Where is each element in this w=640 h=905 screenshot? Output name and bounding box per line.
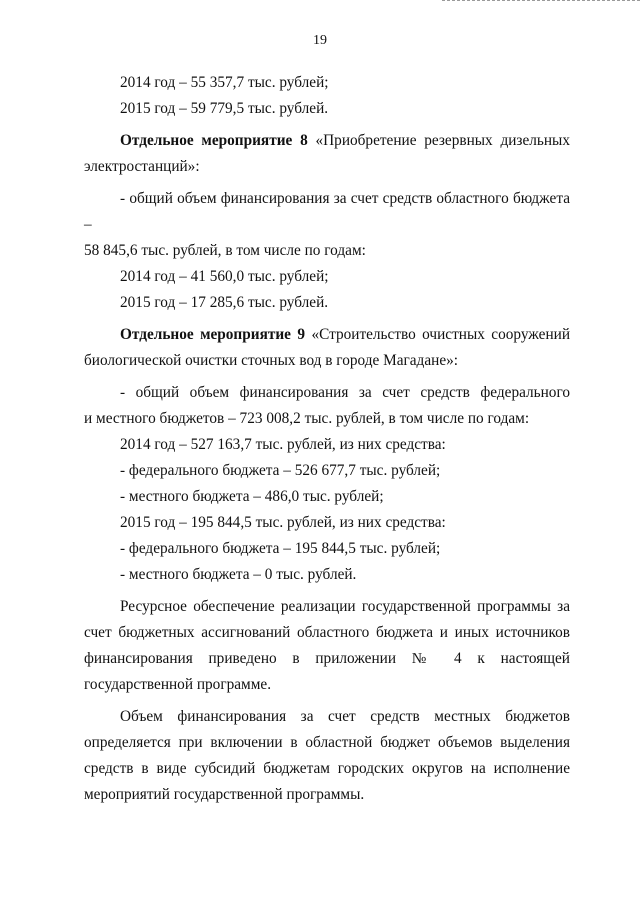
resources-paragraph-line: финансирования приведено в приложении № 4 к настоящей bbox=[84, 650, 570, 667]
measure-9-financing-cont: и местного бюджетов – 723 008,2 тыс. рублей, в том числе по годам: bbox=[84, 410, 530, 427]
local-budget-paragraph-line: Объем финансирования за счет средств местных бюджетов bbox=[120, 708, 570, 725]
measure-8-name-cont: электростанций»: bbox=[84, 158, 200, 175]
measure-9-2014-local: - местного бюджета – 486,0 тыс. рублей; bbox=[120, 488, 384, 505]
measure-9-2015-federal: - федерального бюджета – 195 844,5 тыс. рублей; bbox=[120, 540, 441, 557]
resources-paragraph-line: счет бюджетных ассигнований областного бюджета и иных источников bbox=[84, 624, 570, 641]
top-edge-rule bbox=[442, 0, 640, 2]
measure-8-title: Отдельное мероприятие 8 bbox=[120, 132, 308, 149]
measure-9-financing: - общий объем финансирования за счет средств федерального bbox=[120, 384, 570, 401]
measure-9-2015-local: - местного бюджета – 0 тыс. рублей. bbox=[120, 566, 357, 583]
measure-8-2015: 2015 год – 17 285,6 тыс. рублей. bbox=[120, 294, 329, 311]
measure-8-2014: 2014 год – 41 560,0 тыс. рублей; bbox=[120, 268, 329, 285]
local-budget-paragraph-line: определяется при включении в областной бюджет объемов выделения bbox=[84, 734, 570, 751]
measure-9-title: Отдельное мероприятие 9 bbox=[120, 326, 306, 343]
measure-8-financing-cont: 58 845,6 тыс. рублей, в том числе по годам: bbox=[84, 242, 366, 259]
line-2015: 2015 год – 59 779,5 тыс. рублей. bbox=[120, 100, 329, 117]
page-number: 19 bbox=[313, 33, 327, 48]
measure-8-heading bbox=[84, 128, 570, 154]
local-budget-paragraph-line: мероприятий государственной программы. bbox=[84, 786, 365, 803]
document-body bbox=[84, 70, 570, 808]
local-budget-paragraph-line: средств в виде субсидий бюджетам городских округов на исполнение bbox=[84, 760, 570, 777]
measure-8-name: «Приобретение резервных дизельных bbox=[307, 132, 570, 149]
measure-9-2015: 2015 год – 195 844,5 тыс. рублей, из них средства: bbox=[120, 514, 446, 531]
resources-paragraph-line: Ресурсное обеспечение реализации государственной программы за bbox=[120, 598, 570, 615]
measure-8-financing: - общий объем финансирования за счет средств областного бюджета – bbox=[84, 190, 570, 233]
measure-9-2014: 2014 год – 527 163,7 тыс. рублей, из них средства: bbox=[120, 436, 446, 453]
resources-paragraph-line: государственной программе. bbox=[84, 676, 272, 693]
measure-9-2014-federal: - федерального бюджета – 526 677,7 тыс. рублей; bbox=[120, 462, 441, 479]
measure-9-heading bbox=[84, 322, 570, 348]
line-2014: 2014 год – 55 357,7 тыс. рублей; bbox=[120, 74, 329, 91]
measure-9-name: «Строительство очистных сооружений bbox=[305, 326, 571, 343]
measure-9-name-cont: биологической очистки сточных вод в городе Магадане»: bbox=[84, 352, 459, 369]
